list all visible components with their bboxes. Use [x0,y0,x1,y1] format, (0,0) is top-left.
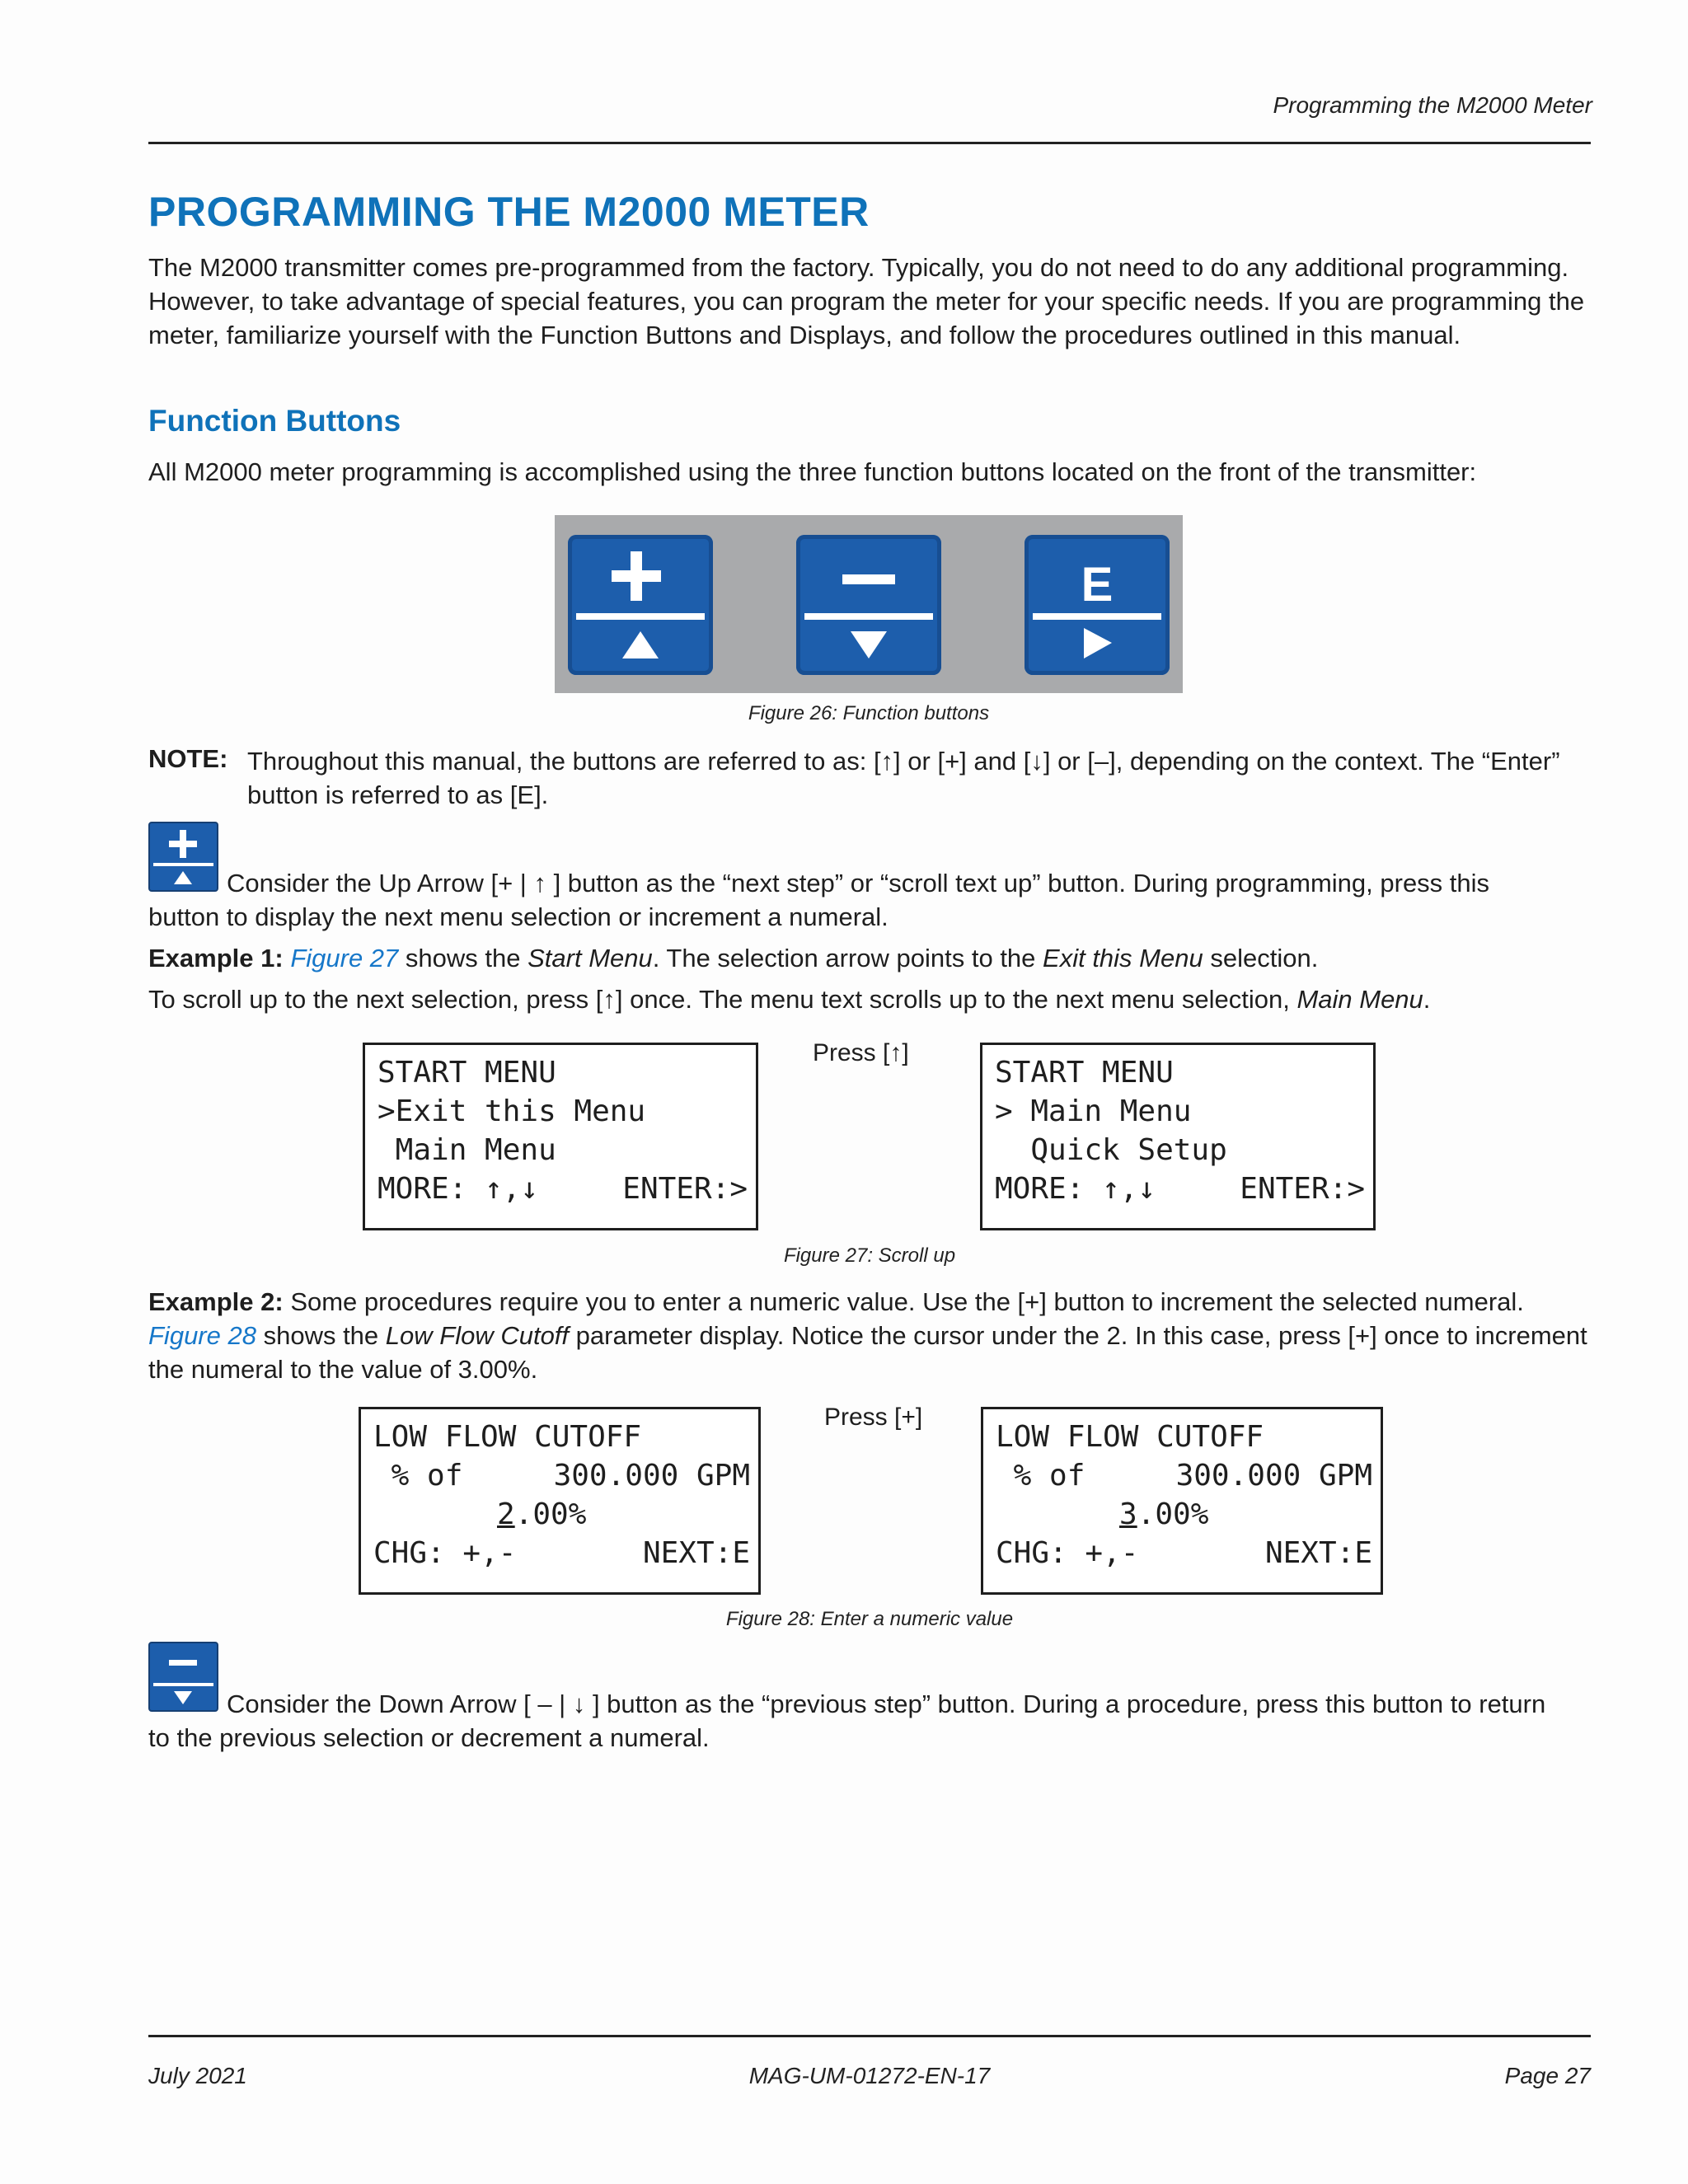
example-2-text-1: Some procedures require you to enter a numeric value. Use the [+] button to increment the selected numeral. [283,1287,1524,1316]
footer-rule [148,2035,1591,2037]
low-flow-display-after [981,1407,1383,1595]
lcd-percent-of: % of [996,1459,1085,1493]
lcd-line-1: START MENU [377,1056,556,1090]
lcd-flow-rate: 300.000 GPM [1175,1459,1372,1493]
lcd-enter-label: ENTER:> [622,1172,748,1206]
up-arrow-line-2: button to display the next menu selection or increment a numeral. [148,902,889,931]
figure-27-caption: Figure 27: Scroll up [783,1244,956,1267]
lcd-chg-label: CHG: +,- [373,1536,517,1570]
lcd-line-1: START MENU [995,1056,1174,1090]
up-arrow-line-1: Consider the Up Arrow [+ | ↑ ] button as the “next step” or “scroll text up” button. During programming, press this [227,869,1490,898]
example-2-line-3: the numeral to the value of 3.00%. [148,1355,538,1384]
example-1-line-2-text: To scroll up to the next selection, press [↑] once. The menu text scrolls up to the next menu selection, [148,985,1297,1014]
minus-down-button-image [796,535,941,675]
plus-up-button-image [568,535,713,675]
down-arrow-line-1: Consider the Down Arrow [ – | ↓ ] button as the “previous step” button. During a procedure, press this button to return [227,1690,1546,1718]
lcd-cursor-digit: 2 [497,1497,515,1531]
note-label: NOTE: [148,744,228,773]
lcd-line-4 [377,1169,756,1208]
example-2-text-2a: shows the [256,1321,386,1350]
note-line-1: Throughout this manual, the buttons are referred to as: [↑] or [+] and [↓] or [–], depending on the context. The “Enter” [247,747,1560,776]
lcd-line-3: Main Menu [377,1133,556,1167]
lcd-more-label: MORE: ↑,↓ [995,1172,1156,1206]
lcd-line-1: LOW FLOW CUTOFF [996,1420,1264,1454]
example-1-label: Example 1: [148,944,284,972]
down-arrow-icon [148,1642,218,1716]
lcd-line-3 [373,1495,758,1534]
example-1-main-menu: Main Menu [1296,985,1423,1014]
example-1-line-2-end: . [1423,985,1431,1014]
example-1-line-2 [148,982,1599,1016]
running-header: Programming the M2000 Meter [1273,92,1592,118]
low-flow-display-before [359,1407,761,1595]
up-arrow-icon [148,822,218,896]
figure-28-link[interactable]: Figure 28 [148,1321,256,1350]
lcd-chg-label: CHG: +,- [996,1536,1139,1570]
footer-date: July 2021 [148,2063,247,2088]
example-1-text-c: selection. [1203,944,1319,972]
press-up-label: Press [↑] [813,1039,909,1066]
enter-button-image [1025,535,1170,675]
press-plus-label: Press [+] [824,1404,923,1431]
lcd-enter-label: ENTER:> [1240,1172,1365,1206]
lcd-line-2 [373,1456,758,1495]
lcd-line-3 [996,1495,1381,1534]
lcd-line-1: LOW FLOW CUTOFF [373,1420,642,1454]
footer-doc-id: MAG-UM-01272-EN-17 [748,2063,991,2088]
page-title: PROGRAMMING THE M2000 METER [148,189,870,235]
figure-27-link[interactable]: Figure 27 [290,944,399,972]
lcd-line-2: >Exit this Menu [377,1094,646,1128]
lcd-line-4 [373,1534,758,1572]
enter-button-letter: E [1081,558,1114,612]
lcd-line-4 [996,1534,1381,1572]
start-menu-display-after [980,1043,1376,1230]
header-rule [148,142,1591,144]
note-text [247,744,1599,812]
lcd-flow-rate: 300.000 GPM [553,1459,750,1493]
lcd-next-label: NEXT:E [1264,1536,1372,1570]
example-2-line-2 [148,1319,1599,1352]
down-arrow-line-2: to the previous selection or decrement a numeral. [148,1723,710,1752]
example-2-low-flow: Low Flow Cutoff [385,1321,570,1350]
lcd-line-2: > Main Menu [995,1094,1192,1128]
lcd-line-2 [996,1456,1381,1495]
example-1-text [148,941,1599,975]
lcd-line-4 [995,1169,1373,1208]
lcd-next-label: NEXT:E [642,1536,750,1570]
lcd-value-rest: .00% [514,1497,587,1531]
lcd-percent-of: % of [373,1459,463,1493]
example-2-label: Example 2: [148,1287,284,1316]
start-menu-display-before [363,1043,758,1230]
example-1-text-a: shows the [398,944,528,972]
function-buttons-intro: All M2000 meter programming is accomplished using the three function buttons located on the front of the transmitter: [148,457,1477,486]
example-2-text-2b: parameter display. Notice the cursor under the 2. In this case, press [+] once to increment [569,1321,1587,1350]
function-buttons-heading: Function Buttons [148,404,401,438]
example-2-line-1 [148,1285,1599,1319]
figure-26-caption: Figure 26: Function buttons [748,702,990,724]
function-buttons-photo [555,515,1183,693]
lcd-line-3: Quick Setup [995,1133,1227,1167]
figure-28-caption: Figure 28: Enter a numeric value [725,1608,1014,1630]
intro-paragraph: The M2000 transmitter comes pre-programmed from the factory. Typically, you do not need to do any additional programming. However, to take advantage of special features, you can program the meter for your specific needs. If you are programming the meter, familiarize yourself with the Function Buttons and Displays, and follow the procedures outlined in this manual. [148,253,1585,349]
example-1-exit-menu: Exit this Menu [1043,944,1203,972]
footer-page-number: Page 27 [1504,2063,1591,2088]
example-1-start-menu: Start Menu [528,944,653,972]
lcd-value-rest: .00% [1137,1497,1209,1531]
lcd-cursor-digit: 3 [1119,1497,1137,1531]
note-line-2: button is referred to as [E]. [247,780,549,809]
example-1-text-b: . The selection arrow points to the [652,944,1043,972]
lcd-more-label: MORE: ↑,↓ [377,1172,539,1206]
